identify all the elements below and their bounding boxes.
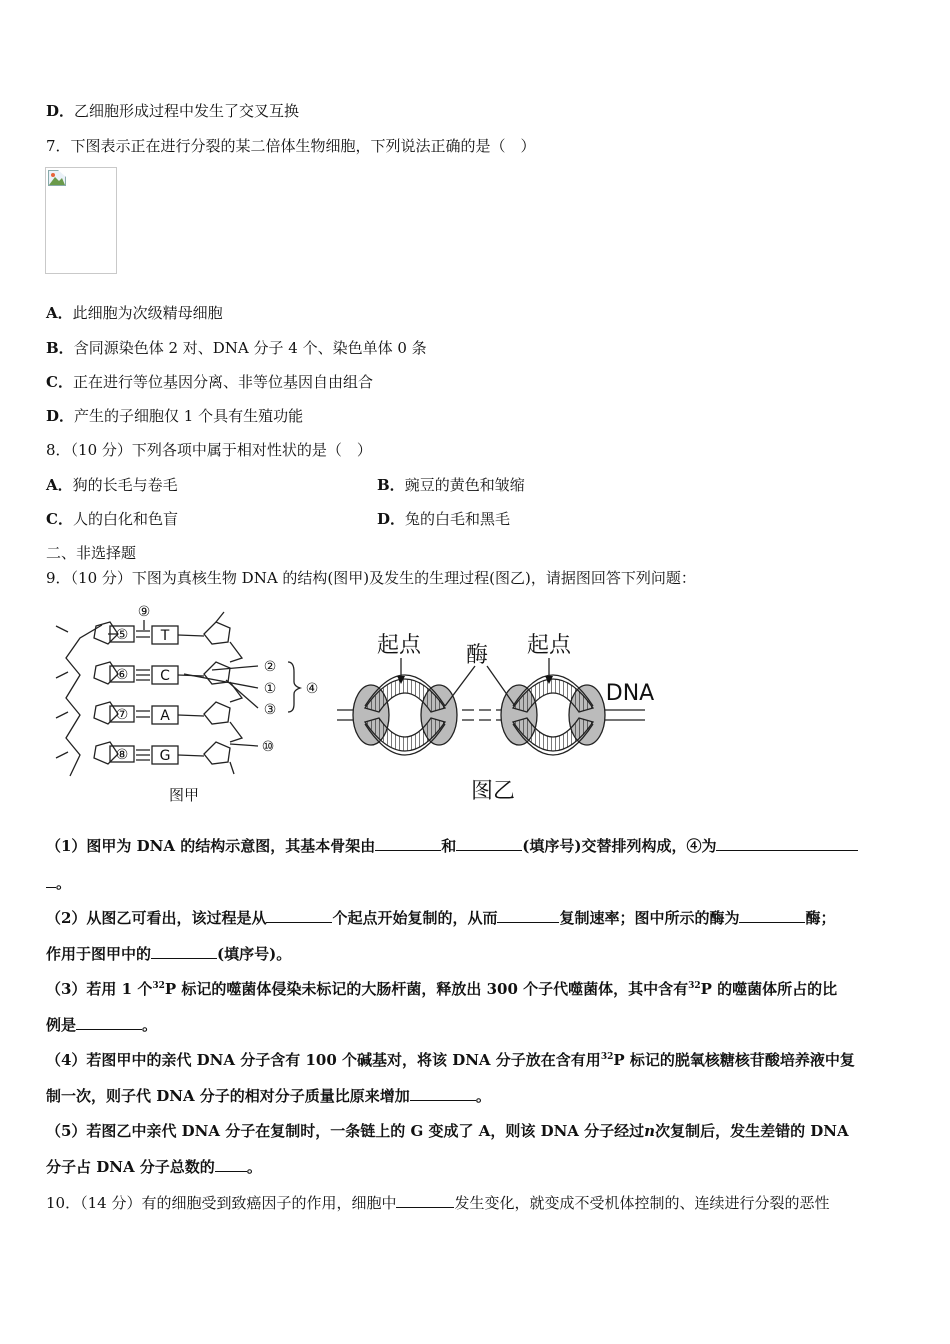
q7-option-d: D．产生的子细胞仅 1 个具有生殖功能 <box>46 407 304 425</box>
q7-option-a: A．此细胞为次级精母细胞 <box>46 304 223 322</box>
q9-part5-line2: 分子占 DNA 分子总数的 。 <box>46 1158 262 1176</box>
answer-blank[interactable] <box>266 908 332 923</box>
answer-blank[interactable] <box>456 836 522 851</box>
figure-jia-dna-structure <box>44 600 334 810</box>
answer-blank[interactable] <box>375 836 441 851</box>
q9-part4-line2: 制一次，则子代 DNA 分子的相对分子质量比原来增加 。 <box>46 1087 491 1105</box>
q9-part5-line1: （5）若图乙中亲代 DNA 分子在复制时，一条链上的 G 变成了 A，则该 DNA 分子经过n次复制后，发生差错的 DNA <box>46 1122 849 1140</box>
base-number-5: ⑤ <box>115 627 129 643</box>
base-number-7: ⑦ <box>115 707 129 723</box>
label-four: ④ <box>305 681 319 697</box>
answer-blank[interactable] <box>151 944 217 959</box>
answer-blank[interactable] <box>46 873 56 888</box>
q9-part3-line2: 例是 。 <box>46 1016 158 1034</box>
answer-blank[interactable] <box>76 1015 142 1030</box>
q7-option-b: B．含同源染色体 2 对、DNA 分子 4 个、染色单体 0 条 <box>46 339 427 357</box>
base-t: T <box>160 628 170 644</box>
q8-option-a: A．狗的长毛与卷毛 <box>46 476 178 494</box>
base-c: C <box>160 668 170 684</box>
answer-blank[interactable] <box>497 908 559 923</box>
q9-part1-line1: （1）图甲为 DNA 的结构示意图，其基本骨架由 和 (填序号)交替排列构成，④为 <box>46 836 858 856</box>
q8-option-c: C．人的白化和色盲 <box>46 510 178 528</box>
q8-stem: 8．（10 分）下列各项中属于相对性状的是（ ） <box>46 441 372 459</box>
q7-option-c: C．正在进行等位基因分离、非等位基因自由组合 <box>46 373 373 391</box>
base-number-8: ⑧ <box>115 747 129 763</box>
answer-blank[interactable] <box>716 836 858 851</box>
q9-stem: 9．（10 分）下图为真核生物 DNA 的结构(图甲)及发生的生理过程(图乙)，请据图回答下列问题： <box>46 569 696 587</box>
dna-label: DNA <box>605 681 655 706</box>
q8-option-d: D．兔的白毛和黑毛 <box>377 510 511 528</box>
broken-image-icon <box>48 170 66 186</box>
q10-stem: 10．（14 分）有的细胞受到致癌因子的作用，细胞中 发生变化，就变成不受机体控制的、连续进行分裂的恶性 <box>46 1194 830 1212</box>
answer-blank[interactable] <box>215 1157 247 1172</box>
answer-blank[interactable] <box>739 908 805 923</box>
base-number-6: ⑥ <box>115 667 129 683</box>
q9-part2-line1: （2）从图乙可看出，该过程是从 个起点开始复制的，从而 复制速率；图中所示的酶为 酶； <box>46 909 836 927</box>
figure-yi-dna-replication <box>335 620 660 810</box>
answer-blank[interactable] <box>410 1086 476 1101</box>
enzyme-label: 酶 <box>465 643 489 668</box>
figure-jia-caption: 图甲 <box>168 786 200 804</box>
origin-label-right: 起点 <box>526 633 572 658</box>
q7-stem: 7．下图表示正在进行分裂的某二倍体生物细胞，下列说法正确的是（ ） <box>46 137 536 155</box>
q9-part3-line1: （3）若用 1 个$^{32}$P 标记的噬菌体侵染未标记的大肠杆菌，释放出 300 个子代噬菌体，其中含有$^{32}$P 的噬菌体所占的比 <box>46 980 838 998</box>
section-heading: 二、非选择题 <box>46 544 137 562</box>
base-g: G <box>159 748 171 764</box>
q9-part1-line2: 。 <box>46 873 71 893</box>
figure-yi-caption: 图乙 <box>470 779 516 804</box>
q8-option-b: B．豌豆的黄色和皱缩 <box>377 476 525 494</box>
q7-cell-image <box>45 167 117 274</box>
answer-blank[interactable] <box>396 1193 454 1208</box>
origin-label-left: 起点 <box>376 633 422 658</box>
label-one: ① <box>263 681 277 697</box>
label-three: ③ <box>263 702 277 718</box>
label-two: ② <box>263 659 277 675</box>
base-a: A <box>160 708 170 724</box>
label-ten: ⑩ <box>261 739 275 755</box>
label-nine: ⑨ <box>137 604 151 620</box>
q9-part4-line1: （4）若图甲中的亲代 DNA 分子含有 100 个碱基对，将该 DNA 分子放在含有用$^{32}$P 标记的脱氧核糖核苷酸培养液中复 <box>46 1051 855 1069</box>
q6-option-d: D．乙细胞形成过程中发生了交叉互换 <box>46 102 300 120</box>
q9-part2-line2: 作用于图甲中的 (填序号)。 <box>46 945 292 963</box>
